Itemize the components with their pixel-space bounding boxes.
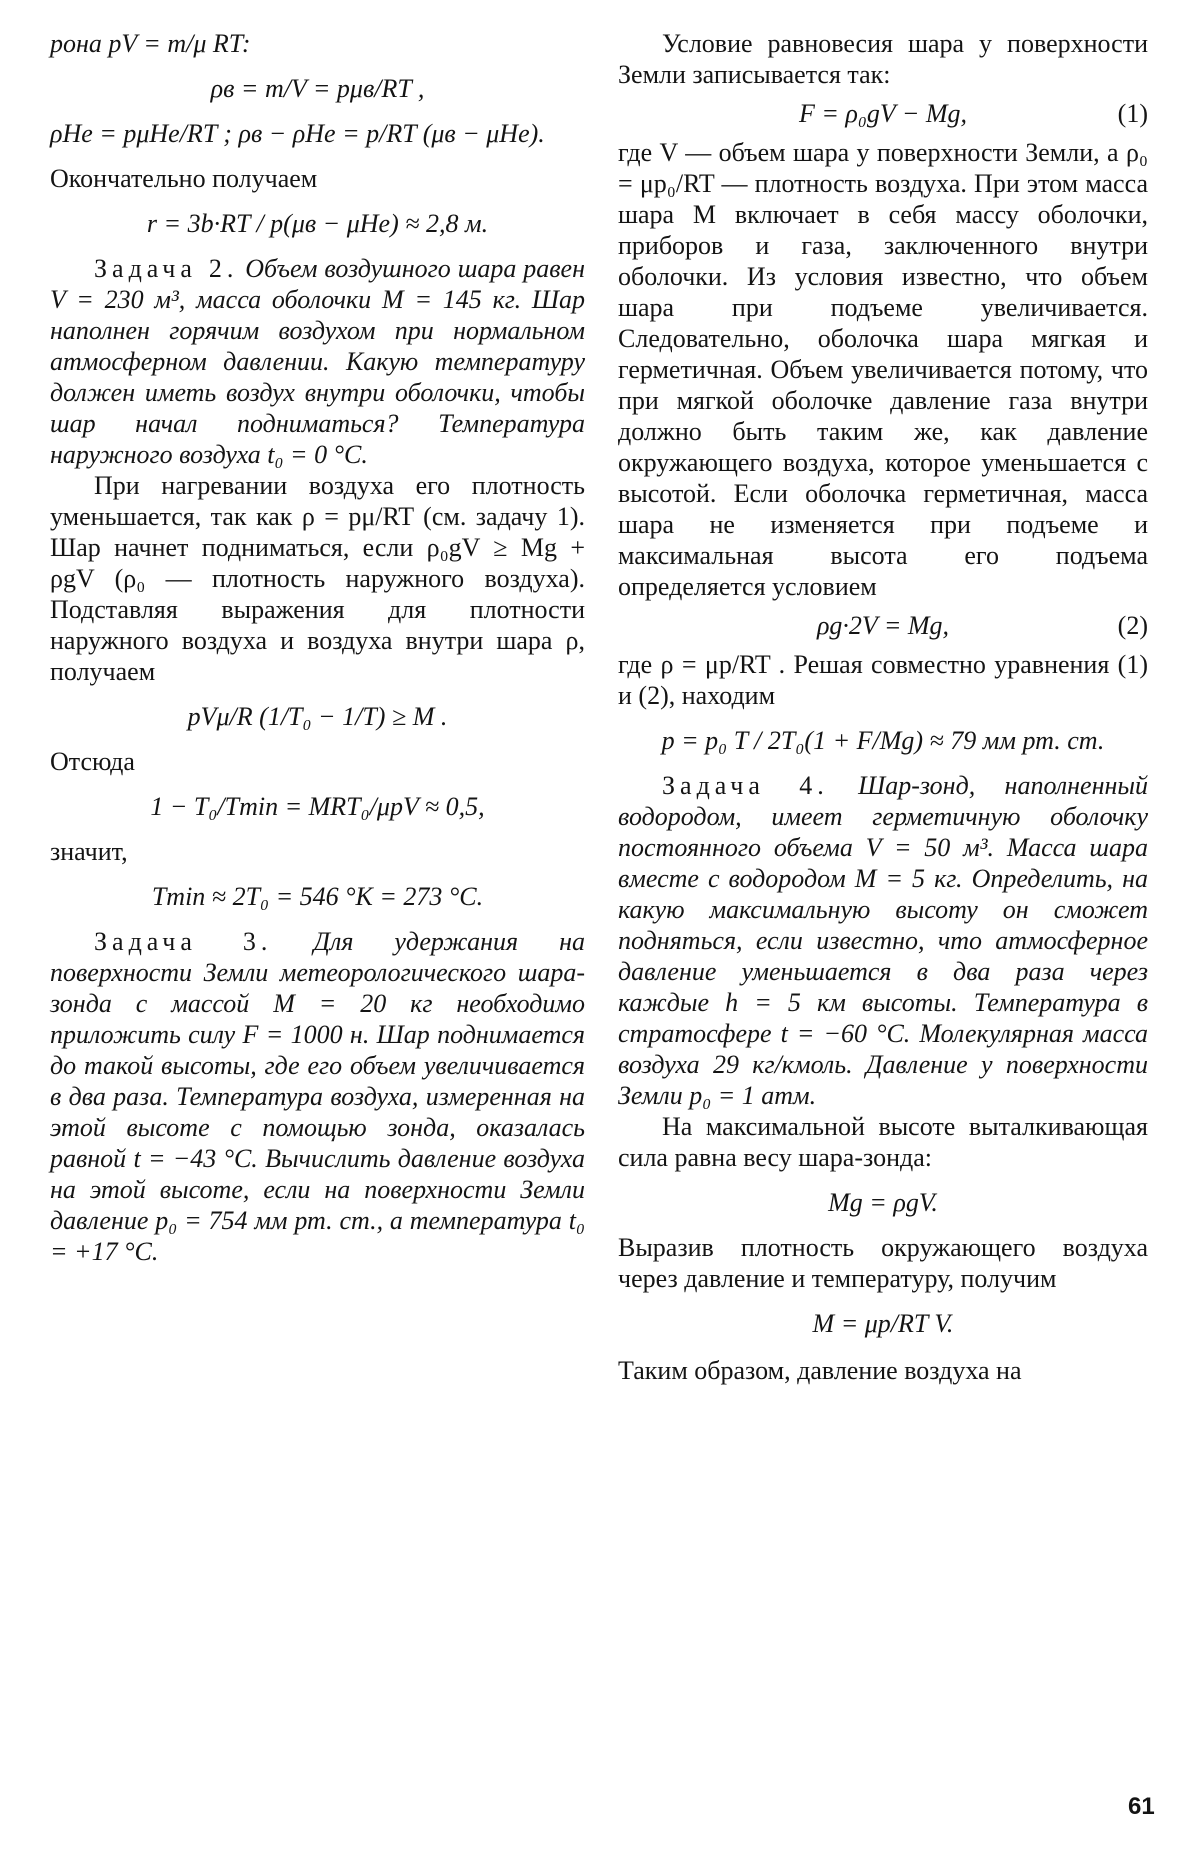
paragraph-where-rho: где ρ = μp/RT . Решая совместно уравнения (1) и (2), находим [618, 650, 1148, 710]
formula-inequality: pVμ/R (1/T₀ − 1/T) ≥ M . [187, 702, 448, 731]
left-column [50, 28, 585, 1267]
formula-2: ρg·2V = Mg, [816, 611, 950, 640]
task-4-title: Задача 4. [662, 771, 829, 800]
formula-rho-air: ρв = m/V = pμв/RT , [210, 74, 425, 103]
formula-p: p = p₀ T / 2T₀(1 + F/Mg) ≈ 79 мм рт. ст. [661, 726, 1105, 755]
formula-2-row [618, 610, 1148, 641]
task-2 [50, 253, 585, 470]
formula-1-row [618, 98, 1148, 129]
task-4 [618, 770, 1148, 1111]
formula-1: F = ρ₀gV − Mg, [798, 99, 968, 128]
paragraph-where-v: где V — объем шара у поверхности Земли, а ρ₀ = μp₀/RT — плотность воздуха. При этом масса шара M включает в себя массу оболочки, приборов и газа, заключенного внутри оболочки. Из условия известно, что объем шара при подъеме увеличивается. Следовательно, оболочка шара мягкая и герметичная. Объем увеличивается потому, что при мягкой оболочке давление газа внутри должно быть таким же, как давление окружающего воздуха, которое уменьшается с высотой. Если оболочка герметичная, масса шара не изменяется при подъеме и максимальная высота его подъема определяется условием [618, 138, 1148, 601]
paragraph-max-height: На максимальной высоте выталкивающая сила равна весу шара-зонда: [618, 1112, 1148, 1172]
formula-ratio: 1 − T₀/Tmin = MRT₀/μpV ≈ 0,5, [150, 792, 485, 821]
formula-r: r = 3b·RT / p(μв − μHe) ≈ 2,8 м. [146, 209, 489, 238]
formula-tmin: Tmin ≈ 2T₀ = 546 °K = 273 °C. [151, 882, 484, 911]
paragraph-expressing: Выразив плотность окружающего воздуха через давление и температуру, получим [618, 1233, 1148, 1293]
text-finally: Окончательно получаем [50, 164, 318, 193]
task-3 [50, 926, 585, 1267]
paragraph-equilibrium: Условие равновесия шара у поверхности Земли записывается так: [618, 29, 1148, 89]
task-2-text: Объем воздушного шара равен V = 230 м³, масса оболочки M = 145 кг. Шар наполнен горячим воздухом при нормальном атмосферном давлении. Какую температуру должен иметь воздух внутри оболочки, чтобы шар начал подниматься? Температура наружного воздуха t₀ = 0 °C. [50, 254, 585, 469]
text-means: значит, [50, 837, 128, 866]
paragraph-thus: Таким образом, давление воздуха на [618, 1356, 1022, 1385]
formula-2-number: (2) [1117, 611, 1148, 640]
task-2-title: Задача 2. [94, 254, 239, 283]
formula-mg: Mg = ρgV. [828, 1188, 938, 1217]
task-3-title: Задача 3. [94, 927, 273, 956]
task-4-text: Шар-зонд, наполненный водородом, имеет герметичную оболочку постоянного объема V = 50 м³. Масса шара вместе с водородом M = 5 кг. Определить, на какую максимальную высоту он сможет подняться, если известно, что атмосферное давление уменьшается в два раза через каждые h = 5 км высоты. Температура в стратосфере t = −60 °C. Молекулярная масса воздуха 29 кг/кмоль. Давление у поверхности Земли p₀ = 1 атм. [618, 771, 1148, 1110]
formula-1-number: (1) [1117, 99, 1148, 128]
formula-rho-he: ρHe = pμHe/RT ; ρв − ρHe = p/RT (μв − μHe). [50, 119, 545, 148]
paragraph-heating: При нагревании воздуха его плотность уменьшается, так как ρ = pμ/RT (см. задачу 1). Шар начнет подниматься, если ρ₀gV ≥ Mg + ρgV (ρ₀ — плотность наружного воздуха). Подставляя выражения для плотности наружного воздуха и воздуха внутри шара ρ, получаем [50, 471, 585, 686]
formula-m: M = μp/RT V. [812, 1309, 954, 1338]
text-hence: Отсюда [50, 747, 135, 776]
page-number: 61 [1128, 1793, 1155, 1820]
task-3-text: Для удержания на поверхности Земли метеорологического шара-зонда с массой M = 20 кг необходимо приложить силу F = 1000 н. Шар поднимается до такой высоты, где его объем увеличивается в два раза. Температура воздуха, измеренная на этой высоте с помощью зонда, оказалась равной t = −43 °C. Вычислить давление воздуха на этой высоте, если на поверхности Земли давление p₀ = 754 мм рт. ст., а температура t₀ = +17 °C. [50, 927, 585, 1266]
intro-fragment: рона pV = m/μ RT: [50, 29, 251, 58]
right-column [618, 28, 1148, 1386]
